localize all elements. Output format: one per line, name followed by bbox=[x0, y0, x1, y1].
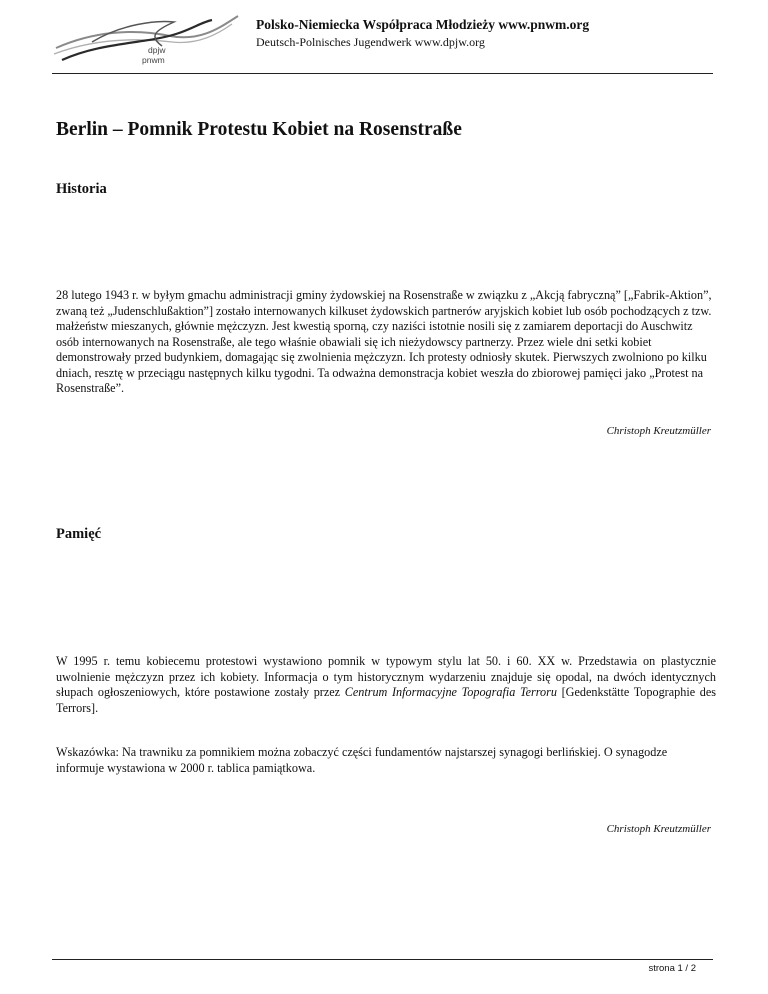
pamiec-paragraph-start: W 1995 r. temu kobiecemu protestowi wystawiono pomnik w typowym stylu lat 50. i 60. XX w. Przedstawia on plastycznie uwolnienie mężczyzn przez ich kobiety. Informacja o tym historycznym wydarzeniu znajduje się opodal, na dwóch identycznych słupach ogłoszeniowych, które postawione zostały przez bbox=[56, 654, 716, 699]
dpjw-pnwm-logo bbox=[52, 12, 240, 70]
section-heading-pamiec: Pamięć bbox=[56, 526, 102, 542]
logo-text-pnwm: pnwm bbox=[142, 55, 165, 65]
pamiec-note: Wskazówka: Na trawniku za pomnikiem można zobaczyć części fundamentów najstarszej synagogi berlińskiej. O synagodze informuje wystawiona w 2000 r. tablica pamiątkowa. bbox=[56, 745, 668, 775]
page-number: strona 1 / 2 bbox=[648, 963, 696, 974]
pamiec-paragraph bbox=[56, 654, 716, 716]
logo-text-dpjw: dpjw bbox=[148, 45, 166, 55]
pamiec-paragraph-end: [Gedenkstätte Topographie des Terrors]. bbox=[56, 685, 717, 715]
organization-line-1: Polsko-Niemiecka Współpraca Młodzieży www.pnwm.org bbox=[256, 17, 590, 32]
pamiec-paragraph-italic: Centrum Informacyjne Topografia Terroru bbox=[344, 685, 557, 699]
footer-rule bbox=[52, 959, 713, 960]
pamiec-author: Christoph Kreutzmüller bbox=[606, 823, 711, 835]
historia-author: Christoph Kreutzmüller bbox=[606, 425, 711, 437]
organization-line-2: Deutsch-Polnisches Jugendwerk www.dpjw.org bbox=[256, 35, 485, 49]
section-heading-historia: Historia bbox=[56, 181, 107, 197]
header-rule bbox=[52, 73, 713, 74]
page-title: Berlin – Pomnik Protestu Kobiet na Rosenstraße bbox=[56, 119, 462, 140]
historia-paragraph: 28 lutego 1943 r. w byłym gmachu administracji gminy żydowskiej na Rosenstraße w związku z „Akcją fabryczną” [„Fabrik-Aktion”, zwaną też „Judenschlußaktion”] zostało internowanych kilkuset żydowskich partnerów aryjskich kobiet lub osób pochodzących z tzw. małżeństw mieszanych, głównie mężczyzn. Jest kwestią sporną, czy naziści istotnie nosili się z zamiarem deportacji do Auschwitz osób internowanych na Rosenstraße, ale tego właśnie obawiali się ich nieżydowscy partnerzy. Przez wiele dni setki kobiet demonstrowały przed budynkiem, domagając się zwolnienia mężczyzn. Ich protesty odniosły skutek. Pierwszych zwolniono po kilku dniach, resztę w przeciągu następnych kilku tygodni. Ta odważna demonstracja kobiet weszła do zbiorowej pamięci jako „Protest na Rosenstraße”. bbox=[56, 288, 712, 395]
